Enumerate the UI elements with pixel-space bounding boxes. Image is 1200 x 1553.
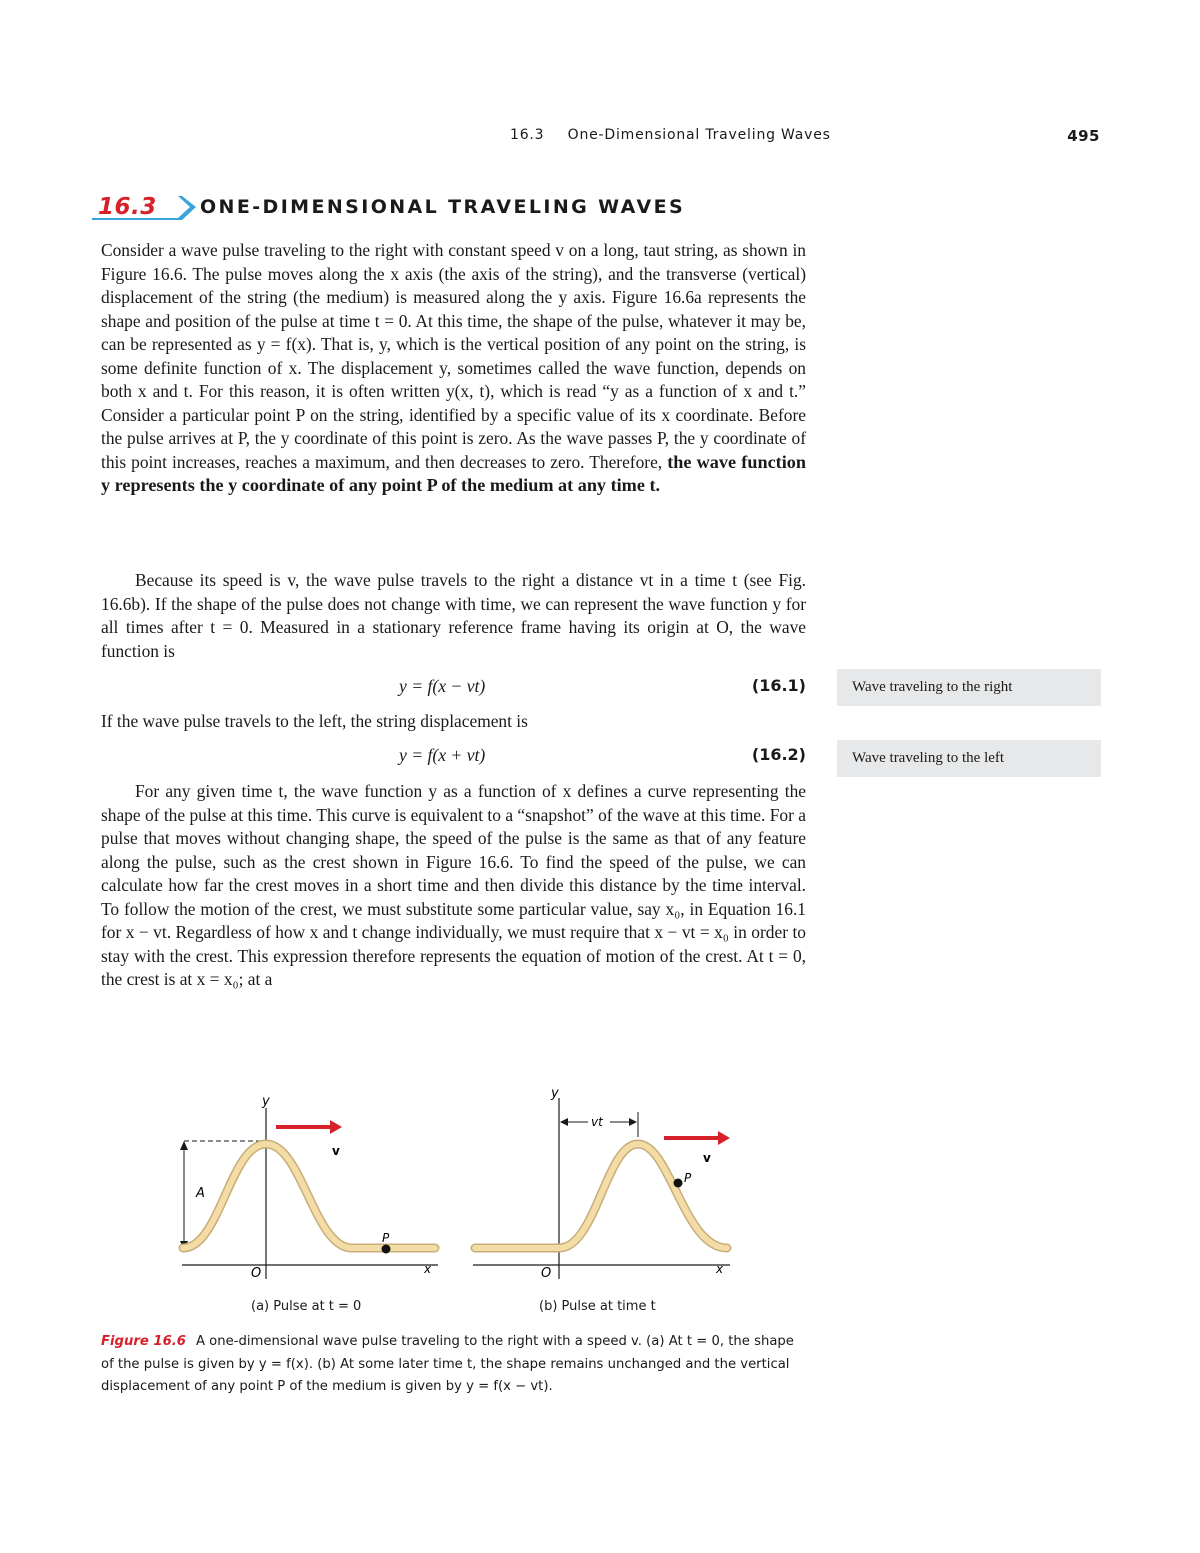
panel-b-y-label: y: [551, 1086, 559, 1101]
equation-16-2: [101, 745, 806, 771]
panel-a-label: (a) Pulse at t = 0: [251, 1299, 362, 1314]
velocity-arrowhead: [718, 1131, 730, 1145]
equation-expression: y = f(x − vt): [399, 676, 486, 696]
amplitude-arrowhead-top: [180, 1141, 188, 1150]
pulse-string: [475, 1144, 727, 1248]
panel-a-diagram: [180, 1108, 438, 1279]
section-number: 16.3: [98, 194, 157, 220]
paragraph-1: [101, 239, 806, 498]
paragraph-2-text: Because its speed is v, the wave pulse travels to the right a distance vt in a time t (see Fig. 16.6b). If the shape of the pulse does not change with time, we can represent the wave function y for all times after t = 0. Measured in a stationary reference frame having its origin at O, the wave function is: [101, 570, 806, 661]
panel-b-origin-label: O: [541, 1266, 552, 1281]
panel-a-point-label: P: [382, 1231, 390, 1245]
running-head-section: 16.3: [510, 127, 545, 143]
page-number: 495: [1067, 127, 1100, 145]
paragraph-2: [101, 569, 806, 663]
running-head-title: One-Dimensional Traveling Waves: [567, 127, 831, 143]
figure-caption: [101, 1331, 806, 1399]
section-title: ONE-DIMENSIONAL TRAVELING WAVES: [200, 196, 686, 218]
panel-a-velocity-label: v: [332, 1144, 340, 1158]
figure-caption-text: A one-dimensional wave pulse traveling to the right with a speed v. (a) At t = 0, the shape of the pulse is given by y = f(x). (b) At some later time t, the shape remains unchanged and the vertical displacement of any point P of the medium is given by y = f(x − vt).: [101, 1334, 794, 1394]
paragraph-1-bold: the wave function y represents the y coordinate of any point P of the medium at any time t.: [101, 451, 806, 495]
displacement-arrowhead-left: [560, 1118, 568, 1126]
figure-16-6: [170, 1082, 770, 1322]
panel-b-x-label: x: [716, 1262, 724, 1276]
paragraph-3-text: If the wave pulse travels to the left, the string displacement is: [101, 711, 528, 731]
section-number-badge: [92, 192, 200, 224]
panel-b-velocity-label: v: [703, 1151, 711, 1165]
equation-number: (16.2): [751, 745, 806, 764]
figure-drawing: [170, 1082, 770, 1322]
margin-note-right: Wave traveling to the right: [837, 669, 1101, 706]
paragraph-1-text: Consider a wave pulse traveling to the right with constant speed v on a long, taut string, as shown in Figure 16.6. The pulse moves along the x axis (the axis of the string), and the transverse (vertical) displacement of the string (the medium) is measured along the y axis. Figure 16.6a represents the shape and position of the pulse at time t = 0. At this time, the shape of the pulse, whatever it may be, can be represented as y = f(x). That is, y, which is the vertical position of any point on the string, is some definite function of x. The displacement y, sometimes called the wave function, depends on both x and t. For this reason, it is often written y(x, t), which is read “y as a function of x and t.” Consider a particular point P on the string, identified by a specific value of its x coordinate. Before the pulse arrives at P, the y coordinate of this point is zero. As the wave passes P, the y coordinate of this point increases, reaches a maximum, and then decreases to zero. Therefore,: [101, 240, 806, 472]
running-head: [510, 127, 1100, 149]
equation-16-1: [101, 676, 806, 702]
margin-note-left: Wave traveling to the left: [837, 740, 1101, 777]
displacement-arrowhead-right: [629, 1118, 637, 1126]
equation-number: (16.1): [751, 676, 806, 695]
velocity-arrowhead: [330, 1120, 342, 1134]
equation-expression: y = f(x + vt): [399, 745, 486, 765]
paragraph-4: [101, 780, 806, 992]
panel-b-displacement-label: vt: [591, 1115, 603, 1129]
figure-caption-label: Figure 16.6: [101, 1334, 186, 1349]
panel-a-y-label: y: [262, 1094, 270, 1109]
panel-b-point-label: P: [684, 1171, 692, 1185]
panel-a-x-label: x: [424, 1262, 432, 1276]
panel-b-label: (b) Pulse at time t: [539, 1299, 656, 1314]
panel-a-amplitude-label: A: [196, 1186, 205, 1201]
point-p-marker: [382, 1245, 391, 1254]
panel-a-origin-label: O: [251, 1266, 262, 1281]
paragraph-4-text: For any given time t, the wave function y as a function of x defines a curve representing the shape of the pulse at this time. This curve is equivalent to a “snapshot” of the wave at this time. For a pulse that moves without changing shape, the speed of the pulse is the same as that of any feature along the pulse, such as the crest shown in Figure 16.6. To find the speed of the pulse, we can calculate how far the crest moves in a short time and then divide this distance by the time interval. To follow the motion of the crest, we must substitute some particular value, say x₀, in Equation 16.1 for x − vt. Regardless of how x and t change individually, we must require that x − vt = x₀ in order to stay with the crest. This expression therefore represents the equation of motion of the crest. At t = 0, the crest is at x = x₀; at a: [101, 781, 806, 989]
paragraph-3: [101, 710, 806, 734]
point-p-marker: [674, 1179, 683, 1188]
